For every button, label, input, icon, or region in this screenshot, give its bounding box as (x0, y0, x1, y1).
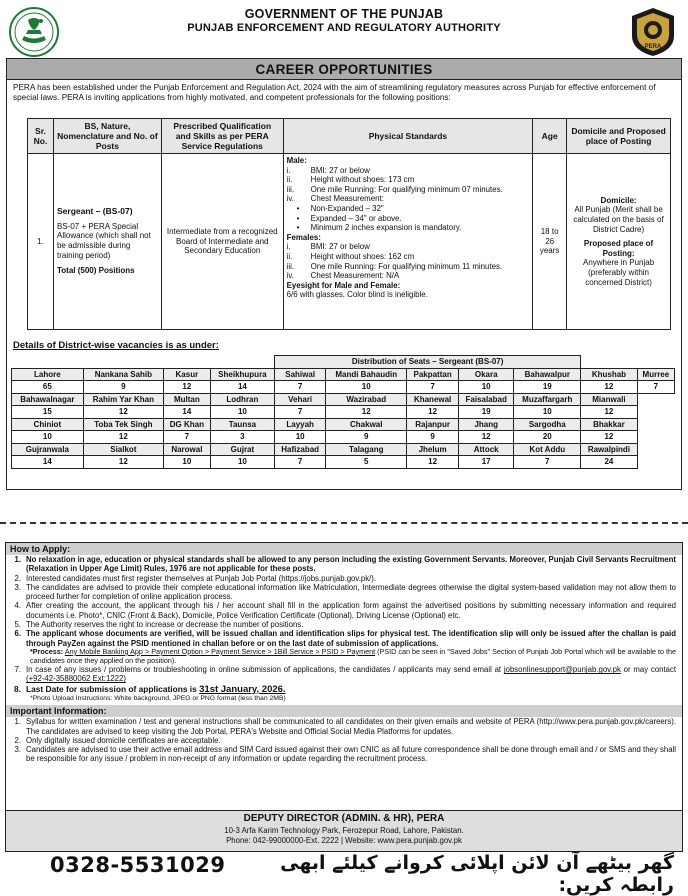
district-name: Sahiwal (275, 368, 326, 381)
career-title: CAREER OPPORTUNITIES (7, 59, 681, 80)
district-name: Pakpattan (407, 368, 459, 381)
district-name: Muzaffargarh (514, 393, 581, 406)
punjab-government-logo (8, 6, 60, 58)
district-seats: 12 (407, 406, 459, 419)
district-name: Bahawalpur (514, 368, 581, 381)
district-name: Chiniot (12, 418, 84, 431)
apply-item-6: 6. The applicant whose documents are verified, will be issued challan and identification slips for physical test. The identification slip will only be issued after the challan is paid through PayZen against the PSID mentioned in challan before or on the last date of submission of applications. (14, 629, 676, 648)
chest-expanded: Expanded – 34" or above. (310, 213, 402, 223)
cell-post (53, 154, 161, 330)
district-name: Gujranwala (12, 443, 84, 456)
district-seats: 12 (581, 381, 638, 394)
district-seats: 9 (326, 431, 407, 444)
district-heading: Details of District-wise vacancies is as under: (13, 340, 219, 351)
district-name: Faisalabad (458, 393, 514, 406)
photo-note: *Photo Upload Instructions: White background, JPEG or PNG format (less than 2MB) (30, 694, 286, 702)
male-height: Height without shoes: 173 cm (310, 175, 415, 185)
district-seats: 12 (164, 381, 211, 394)
th-bs: BS, Nature, Nomenclature and No. of Posts (53, 119, 161, 154)
district-seats: 10 (210, 406, 274, 419)
cell-physical: Male: i. BMI: 27 or below ii. Height without shoes: 173 cm iii. One mile Running: For qualifying minimum 07 minutes. iv. Chest Measurement: • Non-Expanded – 32" • Expanded – 34" or above. • Minimum 2 inches expansion is mandatory. Females: i. BMI: 27 or below ii. Height without shoes: 162 cm iii. One mile Running: For qualifying minimum 11 minutes. iv. Chest Measurement: N/A Eyesight for Male and Female: 6/6 with glasses. Color blind is ineligible. (283, 154, 533, 330)
male-label: Male: (286, 156, 307, 165)
pera-logo-text: PERA (644, 44, 662, 50)
district-seats: 10 (326, 381, 407, 394)
apply-list (6, 555, 682, 703)
positions-table (27, 118, 671, 330)
career-frame (6, 58, 682, 490)
post-total: Total (500) Positions (56, 266, 135, 276)
last-date: 31st January, 2026. (199, 683, 286, 695)
district-name: Talagang (326, 443, 407, 456)
male-chest: Chest Measurement: (310, 194, 384, 204)
district-seats: 10 (12, 431, 84, 444)
district-name: Nankana Sahib (83, 368, 163, 381)
process-note: *Process: Any Mobile Banking App > Payment Option > Payment Service > 1Bill Service > PSID > Payment (PSID can be seen in "Saved Jobs" Section of Punjab Job Portal which will be available to the candidates once they applied on the position). (30, 646, 677, 665)
district-name: Khushab (581, 368, 638, 381)
district-name: Narowal (164, 443, 211, 456)
district-seats: 9 (407, 431, 459, 444)
district-name: Kot Addu (514, 443, 581, 456)
district-seats: 7 (637, 381, 674, 394)
district-seats: 12 (326, 406, 407, 419)
district-name: Hafizabad (275, 443, 326, 456)
district-name: Rahim Yar Khan (83, 393, 163, 406)
th-age: Age (533, 119, 567, 154)
district-seats: 14 (210, 381, 274, 394)
male-running: One mile Running: For qualifying minimum 07 minutes. (310, 184, 503, 194)
district-seats: 12 (581, 406, 638, 419)
district-name: Bhakkar (581, 418, 638, 431)
district-name: Kasur (164, 368, 211, 381)
footer-title: DEPUTY DIRECTOR (ADMIN. & HR), PERA (243, 813, 445, 824)
district-name: DG Khan (164, 418, 211, 431)
district-name: Murree (637, 368, 674, 381)
district-seats: 12 (83, 431, 163, 444)
district-name: Okara (458, 368, 514, 381)
district-seats: 15 (12, 406, 84, 419)
district-seats: 20 (514, 431, 581, 444)
posting-text: Anywhere in Punjab (preferably within concerned District) (582, 258, 655, 287)
district-name: Attock (458, 443, 514, 456)
district-name: Mianwali (581, 393, 638, 406)
district-seats: 3 (210, 431, 274, 444)
district-seats: 12 (458, 431, 514, 444)
domicile-label: Domicile: (600, 195, 637, 205)
district-seats: 10 (164, 456, 211, 469)
district-seats: 10 (275, 431, 326, 444)
eyesight-label: Eyesight for Male and Female: (286, 280, 401, 290)
posting-label: Proposed place of Posting: (583, 239, 654, 258)
male-bmi: BMI: 27 or below (310, 165, 370, 175)
support-phone: (+92-42-35880062 Ext:1222) (26, 674, 126, 684)
district-name: Wazirabad (326, 393, 407, 406)
advertisement-bottom (5, 542, 683, 852)
district-seats: 14 (12, 456, 84, 469)
advertisement-top (6, 4, 682, 503)
apply-item-5: 5. The Authority reserves the right to increase or decrease the number of positions. (14, 620, 304, 630)
district-seats: 12 (83, 406, 163, 419)
domicile-text: All Punjab (Merit shall be calculated on the basis of District Cadre) (573, 205, 664, 234)
authority-heading: PUNJAB ENFORCEMENT AND REGULATORY AUTHORITY (187, 22, 501, 34)
district-name: Sialkot (83, 443, 163, 456)
post-title: Sergeant – (BS-07) (56, 206, 133, 217)
district-name: Jhang (458, 418, 514, 431)
female-label: Females: (286, 232, 321, 242)
district-name: Lodhran (210, 393, 274, 406)
district-seats: 24 (581, 456, 638, 469)
district-seats: 17 (458, 456, 514, 469)
district-seats: 19 (458, 406, 514, 419)
district-seats: 65 (12, 381, 84, 394)
district-table (11, 355, 675, 469)
district-seats: 7 (275, 406, 326, 419)
district-seats: 5 (326, 456, 407, 469)
promo-phone: 0328-5531029 (50, 853, 226, 877)
eyesight-text: 6/6 with glasses. Color blind is ineligible. (286, 290, 428, 300)
th-phys: Physical Standards (283, 119, 533, 154)
apply-item-7: 7. In case of any issues / problems or troubleshooting in online submission of applications, the candidates / applicants may send email at jobsonlinesupport@punjab.gov.pk or may contact (+92-42-35880062 Ext:1222) (14, 665, 677, 684)
th-sr: Sr. No. (28, 119, 54, 154)
district-name: Khanewal (407, 393, 459, 406)
cut-line (0, 522, 688, 524)
th-domicile: Domicile and Proposed place of Posting (567, 119, 671, 154)
govt-heading: GOVERNMENT OF THE PUNJAB (244, 7, 444, 21)
district-seats: 10 (210, 456, 274, 469)
district-name: Layyah (275, 418, 326, 431)
important-item-2: 2. Only digitally issued domicile certificates are acceptable. (14, 735, 221, 745)
th-qual: Prescribed Qualification and Skills as per PERA Service Regulations (161, 119, 283, 154)
district-name: Vehari (275, 393, 326, 406)
district-name: Lahore (12, 368, 84, 381)
footer-address: 10-3 Arfa Karim Technology Park, Ferozepur Road, Lahore, Pakistan. (224, 826, 464, 835)
apply-item-2: 2. Interested candidates must first register themselves at Punjab Job Portal (https://jobs.punjab.gov.pk/). (14, 573, 377, 583)
district-name: Mandi Bahaudin (326, 368, 407, 381)
intro-text: PERA has been established under the Punjab Enforcement and Regulation Act, 2024 with the aim of streamlining regulatory measures across Punjab for effective enforcement of special laws. PERA is inviting applications from highly motivated, and competent professionals for the following positions: (13, 83, 656, 102)
important-heading: Important Information: (6, 705, 682, 717)
apply-item-4: 4. After creating the account, the applicant through his / her account shall fill in the application form against the advertised positions by submitting necessary information and required documents i.e. Photo*, CNIC (Front & Back), Domicile, Police Verification Certificate (Optional), Driving License (Optional) etc. (14, 601, 676, 620)
district-name: Taunsa (210, 418, 274, 431)
apply-item-3: 3. The candidates are advised to provide their complete educational information like Matriculation, Intermediate degrees otherwise the digital system-based validation may not allow them to proceed further for completion of online application process. (14, 582, 676, 602)
district-seats: 19 (514, 381, 581, 394)
chest-minimum: Minimum 2 inches expansion is mandatory. (310, 223, 462, 233)
female-bmi: BMI: 27 or below (310, 242, 370, 252)
process-path: Any Mobile Banking App > Payment Option > Payment Service > 1Bill Service > PSID > Payment (64, 646, 376, 656)
footer (6, 810, 682, 851)
apply-item-8: 8. Last Date for submission of applications is 31st January, 2026. (14, 683, 286, 695)
district-seats: 10 (514, 406, 581, 419)
district-seats: 7 (514, 456, 581, 469)
how-to-apply-heading: How to Apply: (6, 543, 682, 555)
district-seats: 9 (83, 381, 163, 394)
district-name: Rajanpur (407, 418, 459, 431)
post-desc: BS-07 + PERA Special Allowance (which shall not be admissible during training period) (56, 221, 151, 260)
important-item-1: 1. Syllabus for written examination / test and general instructions shall be communicated to all candidates on their given emails and website of PERA (http://www.pera.punjab.gov.pk/careers). The candidates are advised to keep visiting the Job Portal, PERA's Website and Official Social Media Platforms for updates. (14, 717, 676, 736)
district-name: Sargodha (514, 418, 581, 431)
district-seats: 12 (581, 431, 638, 444)
important-list (6, 717, 682, 763)
district-name: Rawalpindi (581, 443, 638, 456)
footer-contact: Phone: 042-99000000-Ext. 2222 | Website: www.pera.punjab.gov.pk (226, 836, 462, 845)
district-name: Chakwal (326, 418, 407, 431)
district-seats: 14 (164, 406, 211, 419)
district-name: Sheikhupura (210, 368, 274, 381)
district-name: Multan (164, 393, 211, 406)
cell-sr: 1. (28, 154, 54, 330)
district-name: Jhelum (407, 443, 459, 456)
district-seats: 12 (83, 456, 163, 469)
cell-qualification: Intermediate from a recognized Board of Intermediate and Secondary Education (161, 154, 283, 330)
district-seats: 7 (164, 431, 211, 444)
chest-non-expanded: Non-Expanded – 32" (310, 203, 384, 213)
district-seats: 7 (275, 456, 326, 469)
district-name: Toba Tek Singh (83, 418, 163, 431)
pera-logo (628, 6, 678, 58)
cell-age: 18 to 26 years (533, 154, 567, 330)
district-seats: 7 (407, 381, 459, 394)
district-seats: 10 (458, 381, 514, 394)
district-seats: 7 (275, 381, 326, 394)
female-chest: Chest Measurement: N/A (310, 271, 400, 281)
cell-domicile (567, 154, 671, 330)
support-email-link[interactable]: jobsonlinesupport@punjab.gov.pk (503, 665, 621, 675)
header (6, 4, 682, 60)
apply-item-1: 1. No relaxation in age, education or physical standards shall be allowed to any person including the existing Government Servants. Moreover, Punjab Civil Servants Recruitment (Relaxation in Upper Age Limit) Rules, 1976 are not applicable for these posts. (14, 555, 676, 574)
female-height: Height without shoes: 162 cm (310, 251, 415, 261)
district-name: Gujrat (210, 443, 274, 456)
female-running: One mile Running: For qualifying minimum 11 minutes. (310, 261, 503, 271)
important-item-3: 3. Candidates are advised to use their active email address and SIM Card issued against their own CNIC as all future correspondence shall be done through email and / or SMS and they shall be responsible for any issue / problem in non-receipt of any information or update regarding the recruitment process. (14, 745, 676, 764)
district-seats: 12 (407, 456, 459, 469)
distribution-title: Distribution of Seats – Sergeant (BS-07) (275, 356, 581, 369)
promo-urdu-text: گھر بیٹھے آن لائن اپلائی کروانے کیلئے ابھی رابطہ کریں: (280, 852, 674, 896)
district-name: Bahawalnagar (12, 393, 84, 406)
